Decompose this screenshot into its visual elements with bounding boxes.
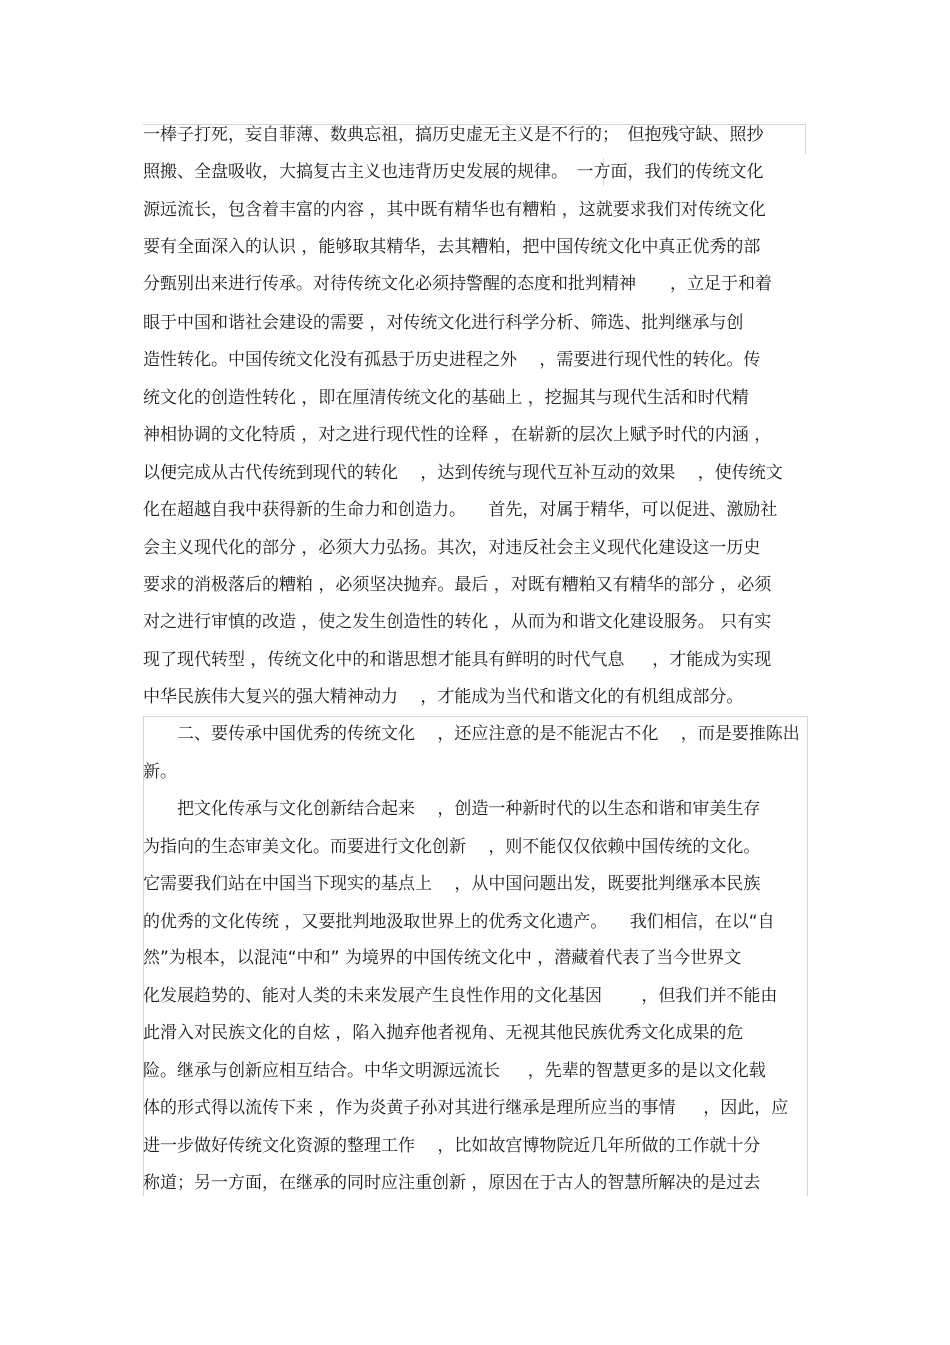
text-line: 统文化的创造性转化 ，即在厘清传统文化的基础上 ，挖掘其与现代生活和时代精	[143, 388, 749, 408]
text-line: 然”为根本，以混沌“中和” 为境界的中国传统文化中 ，潜藏着代表了当今世界文	[143, 948, 742, 968]
text-line: 为指向的生态审美文化。而要进行文化创新 ，则不能仅仅依赖中国传统的文化。	[143, 837, 761, 857]
text-line: 此滑入对民族文化的自炫 ，陷入抛弃他者视角、无视其他民族优秀文化成果的危	[143, 1023, 744, 1043]
text-line: 的优秀的文化传统 ，又要批判地汲取世界上的优秀文化遗产。 我们相信，在以“自	[143, 912, 775, 932]
text-line: 称道；另一方面，在继承的同时应注重创新 ，原因在于古人的智慧所解决的是过去	[143, 1173, 761, 1193]
text-line: 造性转化。中国传统文化没有孤悬于历史进程之外 ，需要进行现代性的转化。传	[143, 350, 761, 370]
text-line: 要有全面深入的认识 ，能够取其精华，去其糟粕，把中国传统文化中真正优秀的部	[143, 237, 761, 257]
text-line: 现了现代转型 ，传统文化中的和谐思想才能具有鲜明的时代气息 ，才能成为实现	[143, 650, 772, 670]
text-line: 化在超越自我中获得新的生命力和创造力。 首先，对属于精华，可以促进、激励社	[143, 500, 778, 520]
text-line: 中华民族伟大复兴的强大精神动力 ，才能成为当代和谐文化的有机组成部分。	[143, 687, 744, 707]
text-line: 二、要传承中国优秀的传统文化 ，还应注意的是不能泥古不化 ，而是要推陈出	[143, 724, 800, 744]
text-line: 对之进行审慎的改造 ，使之发生创造性的转化 ，从而为和谐文化建设服务。 只有实	[143, 612, 772, 632]
text-line: 要求的消极落后的糟粕 ，必须坚决抛弃。最后 ，对既有糟粕又有精华的部分 ，必须	[143, 575, 772, 595]
text-line: 新。	[143, 762, 177, 782]
text-line: 把文化传承与文化创新结合起来 ，创造一种新时代的以生态和谐和审美生存	[143, 799, 761, 819]
text-line: 神相协调的文化特质 ，对之进行现代性的诠释 ，在崭新的层次上赋予时代的内涵 ，	[143, 425, 772, 445]
text-line: 以便完成从古代传统到现代的转化 ，达到传统与现代互补互动的效果 ，使传统文	[143, 463, 783, 483]
text-line: 化发展趋势的、能对人类的未来发展产生良性作用的文化基因 ，但我们并不能由	[143, 986, 778, 1006]
text-line: 源远流长，包含着丰富的内容 ，其中既有精华也有糟粕 ，这就要求我们对传统文化	[143, 200, 766, 220]
section-top-rule	[143, 716, 807, 717]
text-line: 分甄别出来进行传承。对待传统文化必须持警醒的态度和批判精神 ，立足于和着	[143, 274, 772, 294]
text-line: 照搬、全盘吸收，大搞复古主义也违背历史发展的规律。 一方面，我们的传统文化	[143, 162, 764, 182]
text-line: 险。继承与创新应相互结合。中华文明源远流长 ，先辈的智慧更多的是以文化载	[143, 1061, 766, 1081]
text-line: 进一步做好传统文化资源的整理工作 ，比如故宫博物院近几年所做的工作就十分	[143, 1136, 761, 1156]
text-line: 一棒子打死，妄自菲薄、数典忘祖，搞历史虚无主义是不行的； 但抱残守缺、照抄	[143, 125, 764, 145]
text-line: 体的形式得以流传下来 ，作为炎黄子孙对其进行继承是理所应当的事情 ，因此，应	[143, 1098, 789, 1118]
text-line: 它需要我们站在中国当下现实的基点上 ，从中国问题出发，既要批判继承本民族	[143, 874, 761, 894]
text-line: 会主义现代化的部分 ，必须大力弘扬。其次，对违反社会主义现代化建设这一历史	[143, 538, 761, 558]
text-line: 眼于中国和谐社会建设的需要 ，对传统文化进行科学分析、筛选、批判继承与创	[143, 313, 744, 333]
